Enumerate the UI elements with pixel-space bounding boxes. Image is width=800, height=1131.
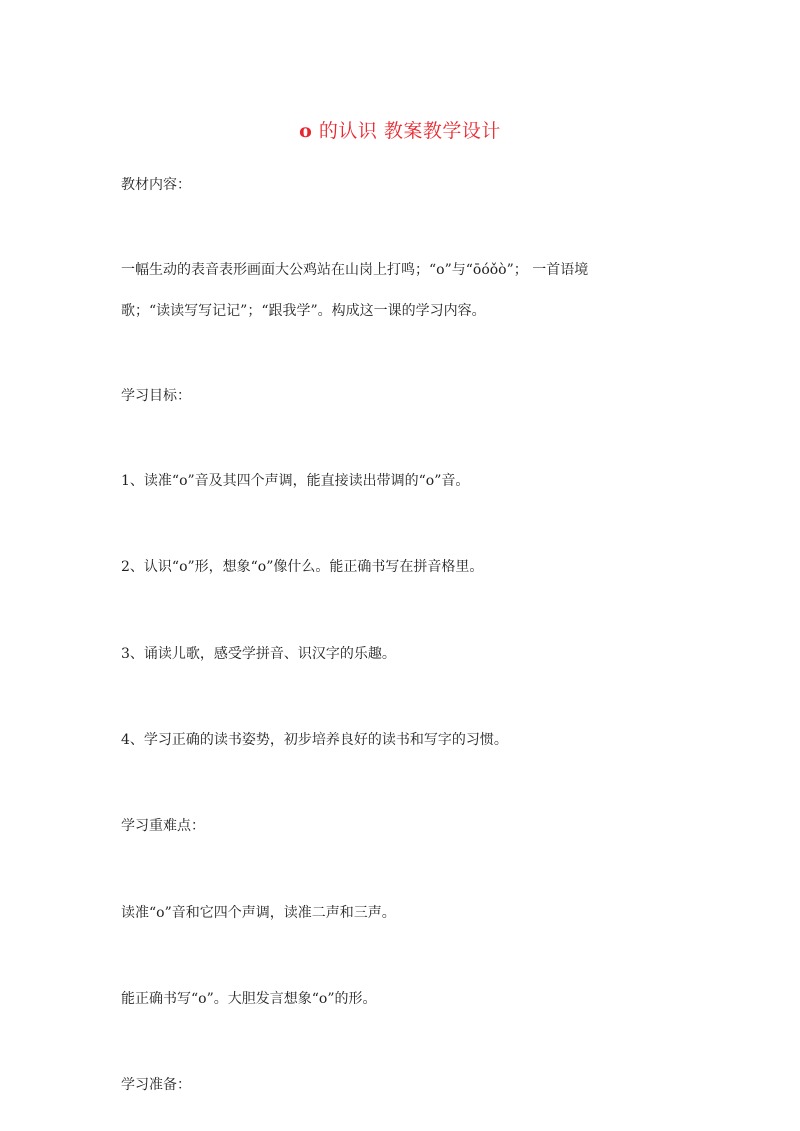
goal-item-4: 4、学习正确的读书姿势，初步培养良好的读书和写字的习惯。	[121, 732, 508, 748]
keypoint-item-1: 读准“o”音和它四个声调，读准二声和三声。	[121, 905, 396, 921]
goal-item-2: 2、认识“o”形，想象“o”像什么。能正确书写在拼音格里。	[121, 559, 484, 575]
document-title	[0, 116, 800, 143]
keypoint-item-2: 能正确书写“o”。大胆发言想象“o”的形。	[121, 991, 377, 1007]
heading-prep: 学习准备：	[121, 1077, 191, 1093]
heading-keypoints: 学习重难点：	[121, 818, 205, 834]
title-text: 的认识 教案教学设计	[312, 120, 501, 142]
goal-item-3: 3、诵读儿歌，感受学拼音、识汉字的乐趣。	[121, 646, 396, 662]
material-line-1: 一幅生动的表音表形画面大公鸡站在山岗上打鸣；“o”与“ōóǒò”； 一首语境	[121, 262, 589, 278]
heading-material: 教材内容：	[121, 177, 191, 193]
goal-item-1: 1、读准“o”音及其四个声调，能直接读出带调的“o”音。	[121, 473, 470, 489]
title-letter: o	[299, 120, 313, 142]
heading-goals: 学习目标：	[121, 388, 191, 404]
material-line-2: 歌；“读读写写记记”；“跟我学”。构成这一课的学习内容。	[121, 303, 486, 319]
